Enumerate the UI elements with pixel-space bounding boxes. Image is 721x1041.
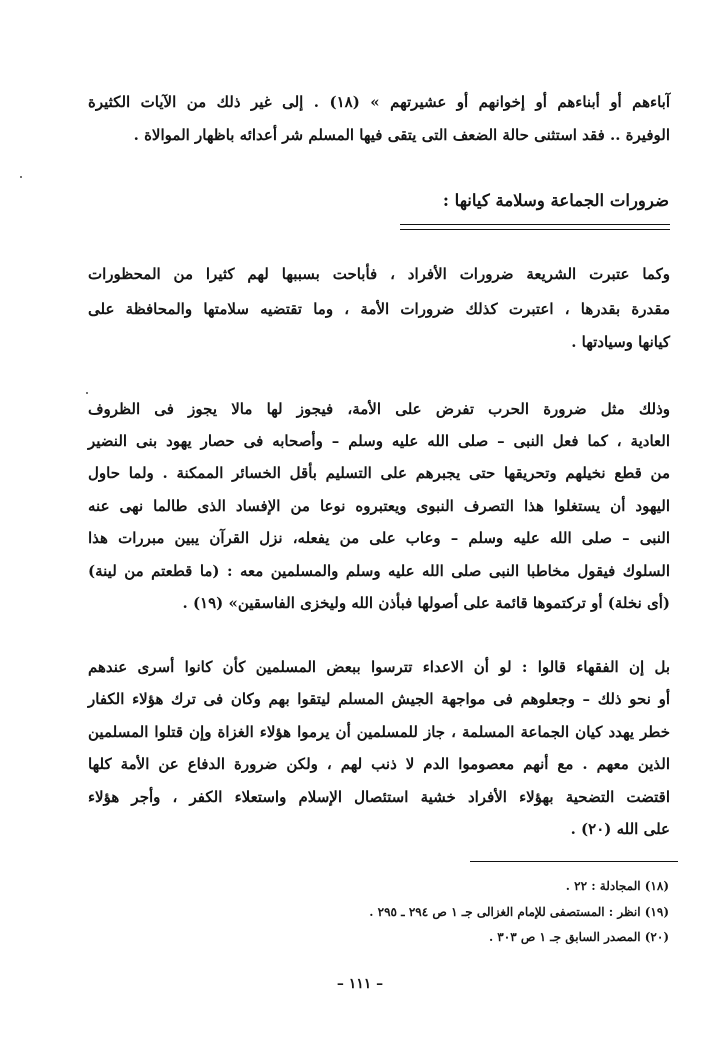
paragraph-line: النبى – صلى الله عليه وسلم – وعاب على من يفعله، نزل القرآن يبين مبررات هذا bbox=[88, 529, 670, 547]
paragraph-line: من قطع نخيلهم وتحريقها حتى يجبرهم على التسليم بأقل الخسائر الممكنة . ولما حاول bbox=[88, 464, 670, 482]
heading-underline-top bbox=[400, 224, 670, 225]
paragraph-line: اليهود أن يستغلوا هذا التصرف النبوى ويعتبروه نوعا من الإفساد الذى طالما نهى عنه bbox=[88, 497, 670, 515]
paragraph-line: على الله (٢٠) . bbox=[570, 820, 670, 838]
paragraph-line: أو نحو ذلك – وجعلوهم فى مواجهة الجيش المسلم ليتقوا بهم وكان فى ترك هؤلاء الكفار bbox=[88, 690, 670, 708]
paragraph-line: مقدرة بقدرها ، اعتبرت كذلك ضرورات الأمة ، وما تقتضيه سلامتها والمحافظة على bbox=[88, 300, 670, 318]
paragraph-line: الذين معهم . مع أنهم معصوموا الدم لا ذنب لهم ، ولكن ضرورة الدفاع عن الأمة كلها bbox=[88, 755, 670, 773]
paragraph-line: اقتضت التضحية بهؤلاء الأفراد خشية استئصال الإسلام واستعلاء الكفر ، وأجر هؤلاء bbox=[88, 788, 670, 806]
footnote: (٢٠) المصدر السابق جـ ١ ص ٣٠٣ . bbox=[488, 930, 669, 944]
paragraph-line: خطر يهدد كيان الجماعة المسلمة ، جاز للمسلمين أن يرموا هؤلاء الغزاة وإن قتلوا المسلمين bbox=[88, 723, 670, 741]
paragraph-line: كيانها وسيادتها . bbox=[571, 333, 670, 351]
page-number: – ١١١ – bbox=[336, 976, 384, 992]
footnote: (١٨) المجادلة : ٢٢ . bbox=[565, 879, 669, 893]
paragraph-line: بل إن الفقهاء قالوا : لو أن الاعداء تترسوا ببعض المسلمين كأن كانوا أسرى عندهم bbox=[88, 658, 670, 676]
heading-underline-bottom bbox=[400, 229, 670, 230]
paragraph-line: وذلك مثل ضرورة الحرب تفرض على الأمة، فيجوز لها مالا يجوز فى الظروف bbox=[88, 400, 670, 418]
paragraph-line: السلوك فيقول مخاطبا النبى صلى الله عليه وسلم والمسلمين معه : (ما قطعتم من لينة) bbox=[88, 562, 670, 580]
paragraph-line: وكما عتبرت الشريعة ضرورات الأفراد ، فأباحت بسببها لهم كثيرا من المحظورات bbox=[88, 265, 670, 283]
section-heading: ضرورات الجماعة وسلامة كيانها : bbox=[442, 191, 669, 210]
scan-speck bbox=[20, 176, 22, 178]
intro-line: آباءهم أو أبناءهم أو إخوانهم أو عشيرتهم » (١٨) . إلى غير ذلك من الآيات الكثيرة bbox=[88, 93, 670, 111]
intro-line: الوفيرة .. فقد استثنى حالة الضعف التى يتقى فيها المسلم شر أعدائه باظهار الموالاة . bbox=[133, 126, 670, 144]
paragraph-line: (أى نخلة) أو تركتموها قائمة على أصولها فبأذن الله وليخزى الفاسقين» (١٩) . bbox=[182, 594, 670, 612]
footnote: (١٩) انظر : المستصفى للإمام الغزالى جـ ١ ص ٢٩٤ ـ ٢٩٥ . bbox=[369, 905, 669, 919]
scan-speck bbox=[86, 392, 88, 394]
footnote-separator bbox=[470, 861, 678, 862]
paragraph-line: العادية ، كما فعل النبى – صلى الله عليه وسلم – وأصحابه فى حصار يهود بنى النضير bbox=[88, 432, 670, 450]
